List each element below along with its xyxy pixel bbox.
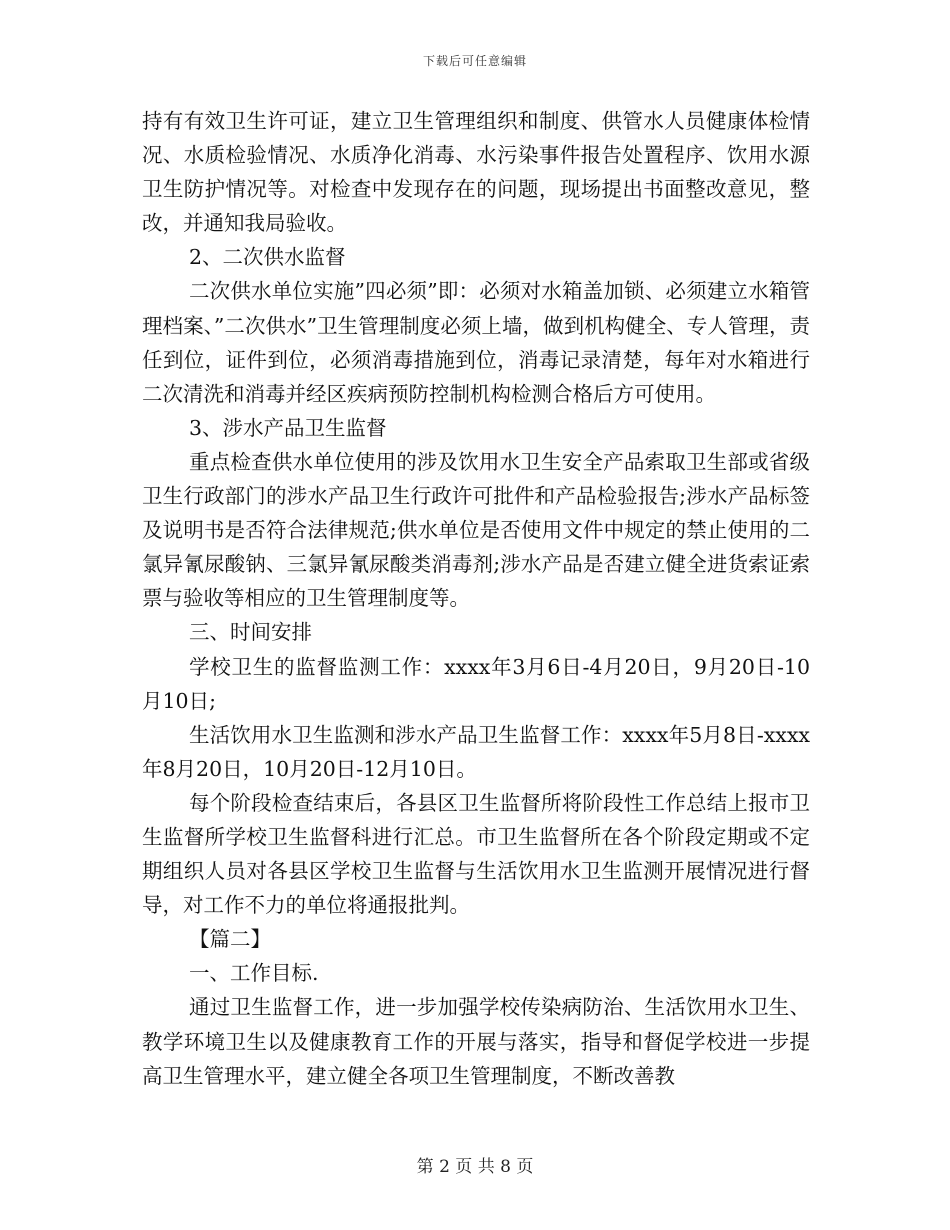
paragraph: 二次供水单位实施”四必须”即：必须对水箱盖加锁、必须建立水箱管理档案、”二次供水”卫生管理制度必须上墙，做到机构健全、专人管理，责任到位，证件到位，必须消毒措施到位，消毒记录清楚，每年对水箱进行二次清洗和消毒并经区疾病预防控制机构检测合格后方可使用。	[142, 279, 810, 406]
paragraph: 通过卫生监督工作，进一步加强学校传染病防治、生活饮用水卫生、教学环境卫生以及健康教育工作的开展与落实，指导和督促学校进一步提高卫生管理水平，建立健全各项卫生管理制度，不断改善教	[142, 995, 810, 1088]
part-heading: 【篇二】	[189, 927, 271, 952]
page-number: 第 2 页 共 8 页	[416, 1157, 534, 1177]
section-heading: 3、涉水产品卫生监督	[189, 415, 387, 440]
paragraph: 生活饮用水卫生监测和涉水产品卫生监督工作：xxxx年5月8日-xxxx年8月20日，10月20日-12月10日。	[142, 722, 810, 781]
document-body	[142, 104, 810, 1093]
section-heading: 三、时间安排	[189, 620, 312, 645]
paragraph: 持有有效卫生许可证，建立卫生管理组织和制度、供管水人员健康体检情况、水质检验情况、水质净化消毒、水污染事件报告处置程序、饮用水源卫生防护情况等。对检查中发现存在的问题，现场提出书面整改意见，整改，并通知我局验收。	[142, 109, 810, 236]
section-heading: 2、二次供水监督	[189, 245, 346, 270]
page-header: 下载后可任意编辑	[422, 54, 527, 68]
paragraph: 每个阶段检查结束后，各县区卫生监督所将阶段性工作总结上报市卫生监督所学校卫生监督科进行汇总。市卫生监督所在各个阶段定期或不定期组织人员对各县区学校卫生监督与生活饮用水卫生监测开展情况进行督导，对工作不力的单位将通报批判。	[142, 790, 810, 918]
paragraph: 学校卫生的监督监测工作：xxxx年3月6日-4月20日，9月20日-10月10日;	[142, 654, 810, 713]
paragraph: 重点检查供水单位使用的涉及饮用水卫生安全产品索取卫生部或省级卫生行政部门的涉水产品卫生行政许可批件和产品检验报告;涉水产品标签及说明书是否符合法律规范;供水单位是否使用文件中规定的禁止使用的二氯异氰尿酸钠、三氯异氰尿酸类消毒剂;涉水产品是否建立健全进货索证索票与验收等相应的卫生管理制度等。	[142, 449, 810, 611]
section-heading: 一、工作目标.	[189, 961, 319, 986]
